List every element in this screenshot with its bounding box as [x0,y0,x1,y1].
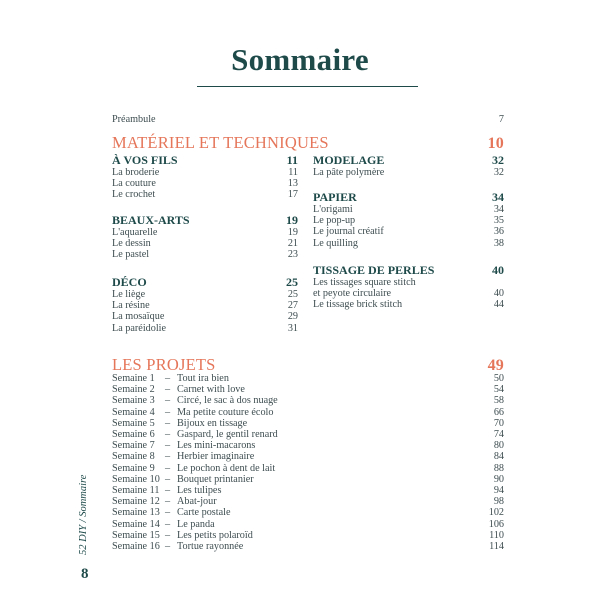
list-item: La broderie 11 [112,167,298,178]
list-item: Le pastel 23 [112,249,298,261]
project-name: Bijoux en tissage [177,417,248,429]
group-title: PAPIER [313,190,357,204]
projects-list [112,373,504,552]
group-page: 32 [492,153,504,167]
project-page: 58 [493,395,504,407]
running-header: 52 DIY / Sommaire [78,474,89,555]
project-row [112,541,504,552]
project-row [112,373,504,384]
group-heading [112,153,298,167]
project-row [112,440,504,451]
group-a-vos-fils [112,153,298,201]
project-page: 90 [493,473,504,485]
title-underline [197,86,418,87]
project-week: Semaine 10 [112,473,160,485]
project-row [112,384,504,395]
project-page: 98 [493,496,504,508]
project-page: 50 [493,373,504,384]
project-page: 54 [493,384,504,396]
project-row [112,463,504,474]
project-row [112,474,504,485]
group-title: À VOS FILS [112,153,178,167]
project-page: 88 [493,462,504,474]
project-name: Les petits polaroïd [177,529,253,541]
project-name: Le pochon à dent de lait [177,462,276,474]
project-week: Semaine 8 [112,451,155,463]
page-title: Sommaire [231,42,369,77]
section-projets [112,355,504,375]
project-page: 110 [489,529,504,541]
project-week: Semaine 9 [112,462,155,474]
project-week: Semaine 12 [112,496,160,508]
project-dash: – [165,529,171,541]
preamble-page: 7 [498,114,504,125]
project-page: 80 [493,440,504,452]
list-item: La pâte polymère 32 [313,167,504,178]
project-name: Les mini-macarons [177,440,256,452]
list-item: Le journal créatif 36 [313,226,504,238]
list-item: La résine 27 [112,300,298,312]
project-row [112,519,504,530]
project-name: Ma petite couture écolo [177,406,274,418]
project-page: 70 [493,417,504,429]
project-page: 114 [489,541,504,553]
project-dash: – [165,440,171,452]
list-item: La paréidolie 31 [112,322,298,334]
section-materiel-label: MATÉRIEL ET TECHNIQUES [112,133,329,152]
project-dash: – [165,507,171,519]
preamble-label: Préambule [112,114,156,125]
project-week: Semaine 7 [112,440,155,452]
group-heading [112,275,298,289]
project-row [112,407,504,418]
project-week: Semaine 13 [112,507,160,519]
project-page: 66 [493,406,504,418]
project-page: 94 [493,485,504,497]
project-name: Tout ira bien [177,373,229,384]
project-page: 102 [488,507,504,519]
project-week: Semaine 5 [112,417,155,429]
group-page: 40 [492,263,504,277]
project-week: Semaine 4 [112,406,155,418]
group-title: TISSAGE DE PERLES [313,263,435,277]
project-week: Semaine 1 [112,373,155,384]
list-item: Le quilling 38 [313,237,504,249]
list-item: La couture 13 [112,178,298,190]
project-row [112,485,504,496]
project-week: Semaine 2 [112,384,155,396]
section-projets-page: 49 [487,357,504,374]
project-row [112,429,504,440]
section-materiel [112,133,504,153]
project-name: Herbier imaginaire [177,451,255,463]
project-dash: – [165,406,171,418]
project-dash: – [165,462,171,474]
project-week: Semaine 6 [112,429,155,441]
project-dash: – [165,518,171,530]
project-name: Carnet with love [177,384,245,396]
project-dash: – [165,496,171,508]
section-materiel-page: 10 [487,135,504,152]
list-item: Le tissage brick stitch 44 [313,299,504,311]
group-beaux-arts [112,213,298,261]
group-title: MODELAGE [313,153,385,167]
list-item: et peyote circulaire 40 [313,288,504,300]
group-papier [313,190,504,249]
group-heading [313,190,504,204]
list-item: Le crochet 17 [112,189,298,201]
project-row [112,451,504,462]
list-item: La mosaïque 29 [112,311,298,323]
list-item: Le liège 25 [112,289,298,300]
project-dash: – [165,417,171,429]
project-row [112,496,504,507]
group-page: 34 [492,190,504,204]
project-name: Les tulipes [177,485,222,497]
project-row [112,395,504,406]
project-name: Gaspard, le gentil renard [177,429,278,441]
project-dash: – [165,473,171,485]
group-heading [313,153,504,167]
project-week: Semaine 11 [112,485,160,497]
project-week: Semaine 16 [112,541,160,553]
list-item: Le dessin 21 [112,238,298,250]
group-heading [313,263,504,277]
project-name: Bouquet printanier [177,473,254,485]
project-dash: – [165,429,171,441]
project-name: Circé, le sac à dos nuage [177,395,278,407]
project-row [112,530,504,541]
group-deco [112,275,298,334]
project-name: Le panda [177,518,215,530]
group-page: 19 [286,213,298,227]
list-item: L'origami 34 [313,204,504,215]
group-title: BEAUX-ARTS [112,213,190,227]
project-week: Semaine 3 [112,395,155,407]
project-week: Semaine 14 [112,518,160,530]
project-row [112,507,504,518]
project-row [112,418,504,429]
project-dash: – [165,485,171,497]
list-item: Les tissages square stitch [313,277,416,288]
project-name: Carte postale [177,507,231,519]
section-projets-label: LES PROJETS [112,355,216,374]
project-dash: – [165,395,171,407]
list-item: L'aquarelle 19 [112,227,298,238]
project-dash: – [165,373,171,384]
group-modelage [313,153,504,178]
group-title: DÉCO [112,275,147,289]
preamble-row [112,114,504,125]
project-dash: – [165,541,171,553]
project-name: Tortue rayonnée [177,541,244,553]
group-page: 25 [286,275,298,289]
project-page: 84 [493,451,504,463]
list-item: Le pop-up 35 [313,215,504,227]
project-dash: – [165,384,171,396]
project-name: Abat-jour [177,496,217,508]
group-heading [112,213,298,227]
project-week: Semaine 15 [112,529,160,541]
project-page: 74 [493,429,504,441]
page-number: 8 [81,566,89,582]
project-page: 106 [488,518,504,530]
project-dash: – [165,451,171,463]
group-page: 11 [286,153,298,167]
group-tissage-perles [313,263,504,311]
